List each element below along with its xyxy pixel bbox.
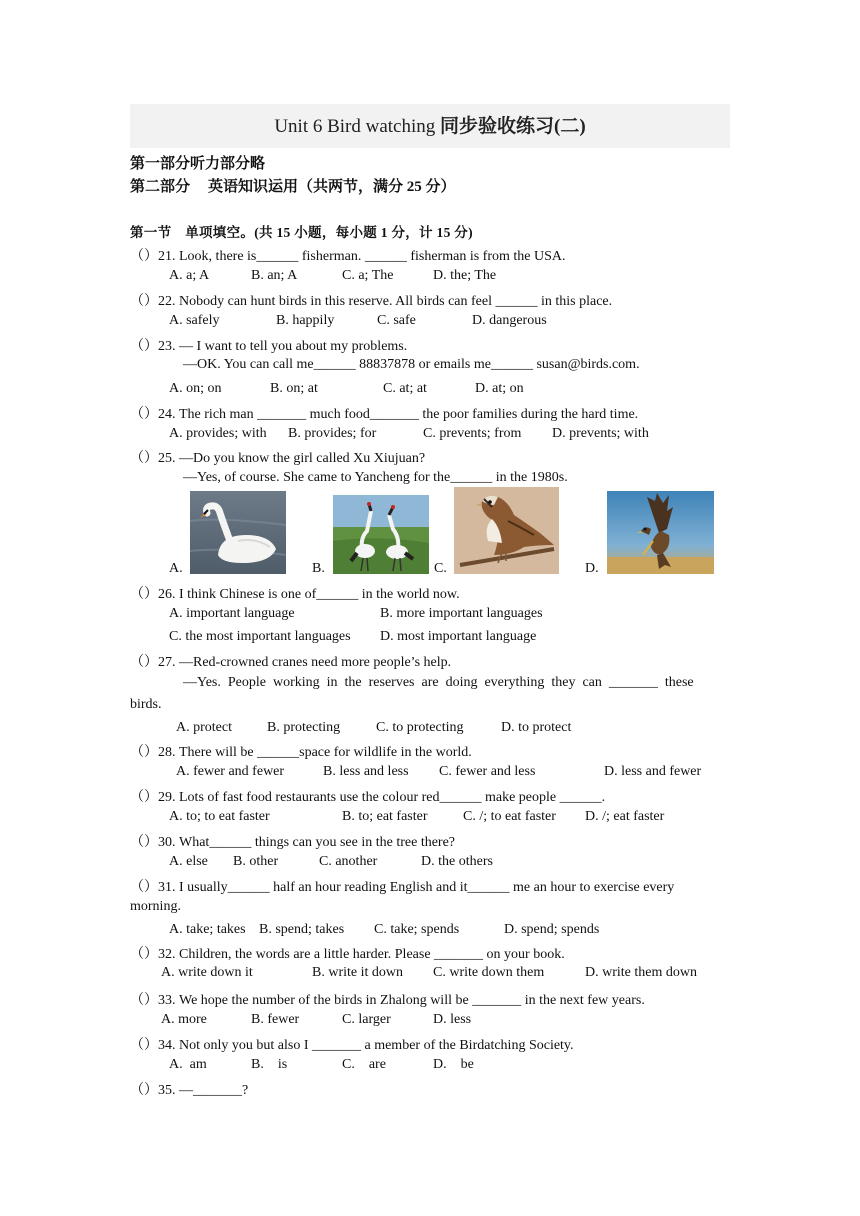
crane-icon [333,495,429,574]
q22-option-a: A. safely [169,313,220,328]
question-30: （）30. What______ things can you see in the tree there? [130,835,456,850]
q27-option-b: B. protecting [267,720,341,735]
question-23-reply: —OK. You can call me______ 88837878 or emails me______ susan@birds.com. [183,357,640,372]
q32-option-a: A. write down it [161,965,253,980]
q33-option-b: B. fewer [251,1012,300,1027]
q25-option-b: B. [312,561,325,576]
q29-option-a: A. to; to eat faster [169,809,270,824]
q29-option-b: B. to; eat faster [342,809,428,824]
q33-option-a: A. more [161,1012,207,1027]
question-35: （）35. —_______? [130,1083,249,1098]
q23-option-d: D. at; on [475,381,524,396]
q26-option-b: B. more important languages [380,606,543,621]
q21-option-a: A. a; A [169,268,210,283]
sparrow-photo [454,487,559,574]
question-31: （）31. I usually______ half an hour reading English and it______ me an hour to exercise every [130,880,675,895]
q25-option-d: D. [585,561,599,576]
q28-option-a: A. fewer and fewer [176,764,285,779]
q32-option-b: B. write it down [312,965,403,980]
swan-photo [190,491,286,574]
part2-heading [130,175,456,196]
q30-option-c: C. another [319,854,378,869]
q31-option-d: D. spend; spends [504,922,600,937]
q30-option-b: B. other [233,854,279,869]
q21-option-c: C. a; The [342,268,394,283]
q32-option-d: D. write them down [585,965,697,980]
q29-option-c: C. /; to eat faster [463,809,556,824]
q31-option-a: A. take; takes [169,922,246,937]
eagle-icon [607,491,714,574]
q27-option-c: C. to protecting [376,720,464,735]
part2-text: 英语知识运用（共两节，满分 25 分） [208,179,456,195]
q22-option-c: C. safe [377,313,416,328]
question-26: （）26. I think Chinese is one of______ in the world now. [130,587,460,602]
question-21: （）21. Look, there is______ fisherman. ______ fisherman is from the USA. [130,249,566,264]
question-33: （）33. We hope the number of the birds in Zhalong will be _______ in the next few years. [130,993,645,1008]
q30-option-a: A. else [169,854,208,869]
q34-option-d: D. be [433,1057,474,1072]
q30-option-d: D. the others [421,854,493,869]
q25-option-a: A. [169,561,183,576]
question-31-cont: morning. [130,899,181,914]
title-prefix: Unit 6 Bird watching [274,116,441,137]
q29-option-d: D. /; eat faster [585,809,665,824]
q21-option-d: D. the; The [433,268,497,283]
part2-label: 第二部分 [130,179,191,195]
question-23: （）23. — I want to tell you about my problems. [130,339,408,354]
sparrow-icon [454,487,559,574]
q34-option-a: A. am [169,1057,207,1072]
q33-option-c: C. larger [342,1012,391,1027]
swan-icon [190,491,286,574]
title-suffix: 同步验收练习(二) [440,116,586,137]
question-32: （）32. Children, the words are a little harder. Please _______ on your book. [130,947,565,962]
eagle-photo [607,491,714,574]
q28-option-c: C. fewer and less [439,764,536,779]
q26-option-c: C. the most important languages [169,629,351,644]
q28-option-b: B. less and less [323,764,409,779]
q27-option-d: D. to protect [501,720,572,735]
question-28: （）28. There will be ______space for wildlife in the world. [130,745,472,760]
q23-option-b: B. on; at [270,381,318,396]
crane-photo [333,495,429,574]
question-25: （）25. —Do you know the girl called Xu Xiujuan? [130,451,426,466]
question-22: （）22. Nobody can hunt birds in this reserve. All birds can feel ______ in this place. [130,294,613,309]
q23-option-a: A. on; on [169,381,222,396]
q24-option-b: B. provides; for [288,426,377,441]
question-27-reply-cont: birds. [130,697,162,712]
q27-option-a: A. protect [176,720,232,735]
q24-option-c: C. prevents; from [423,426,522,441]
q26-option-d: D. most important language [380,629,537,644]
question-27: （）27. —Red-crowned cranes need more people’s help. [130,655,452,670]
section1-heading: 第一节 单项填空。(共 15 小题，每小题 1 分，计 15 分) [130,225,473,240]
q21-option-b: B. an; A [251,268,298,283]
q22-option-d: D. dangerous [472,313,547,328]
q34-option-b: B. is [251,1057,288,1072]
q31-option-c: C. take; spends [374,922,460,937]
q22-option-b: B. happily [276,313,335,328]
q32-option-c: C. write down them [433,965,545,980]
question-27-reply: —Yes. People working in the reserves are doing everything they can _______ these [183,675,694,690]
q24-option-a: A. provides; with [169,426,267,441]
q34-option-c: C. are [342,1057,386,1072]
question-25-reply: —Yes, of course. She came to Yancheng for the______ in the 1980s. [183,470,568,485]
worksheet-title [130,104,730,148]
q23-option-c: C. at; at [383,381,427,396]
q33-option-d: D. less [433,1012,472,1027]
q24-option-d: D. prevents; with [552,426,649,441]
question-34: （）34. Not only you but also I _______ a member of the Birdatching Society. [130,1038,574,1053]
question-29: （）29. Lots of fast food restaurants use the colour red______ make people ______. [130,790,606,805]
question-24: （）24. The rich man _______ much food_______ the poor families during the hard time. [130,407,639,422]
q31-option-b: B. spend; takes [259,922,345,937]
q25-option-c: C. [434,561,447,576]
q26-option-a: A. important language [169,606,295,621]
part1-heading: 第一部分听力部分略 [130,156,266,172]
q28-option-d: D. less and fewer [604,764,702,779]
